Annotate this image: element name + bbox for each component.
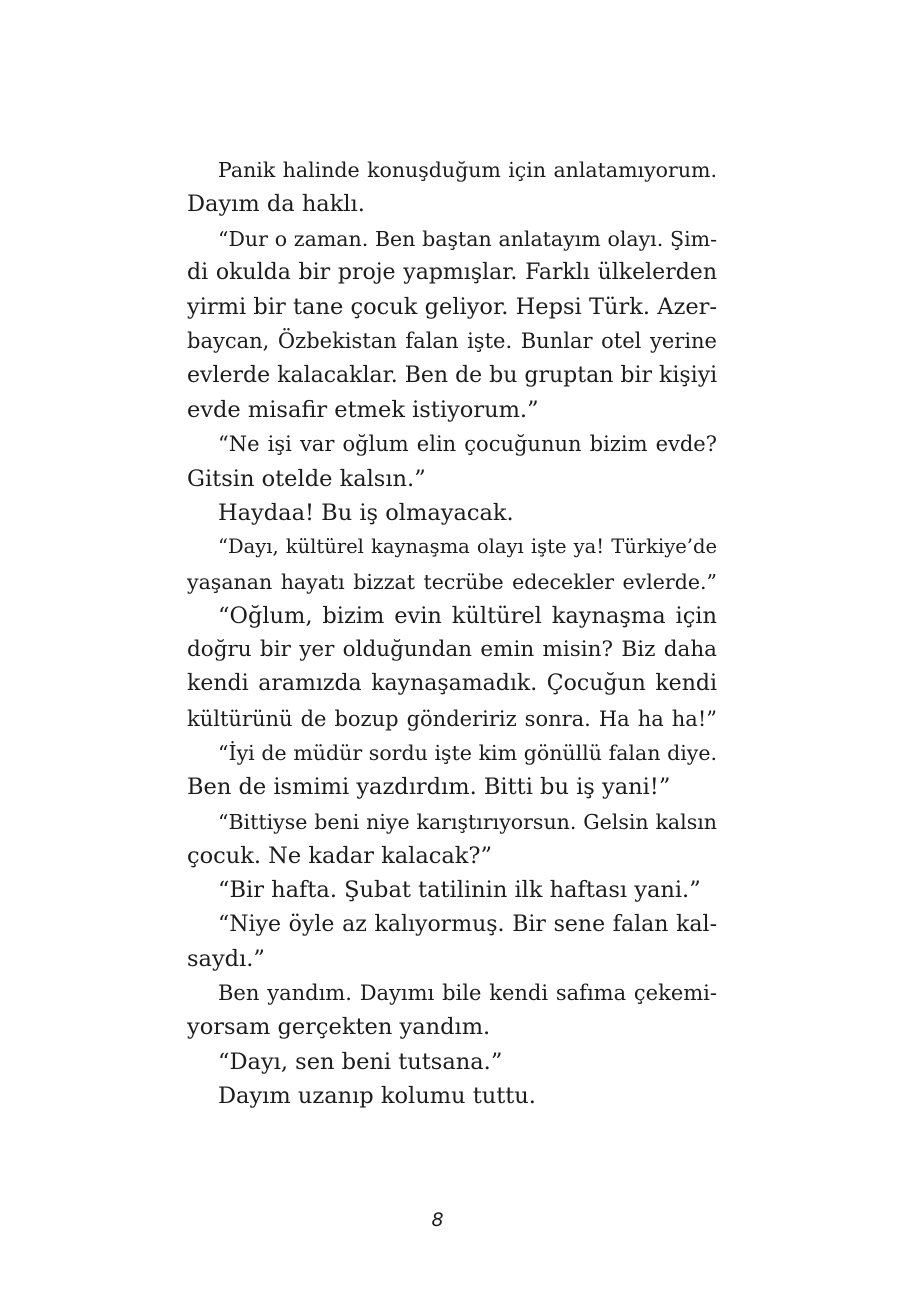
text-line: Haydaa! Bu iş olmayacak. [218, 499, 514, 526]
text-line: yorsam gerçekten yandım. [187, 1014, 491, 1041]
text-line: Ben yandım. Dayımı bile kendi safıma çekemi- [218, 981, 717, 1006]
text-line: “İyi de müdür sordu işte kim gönüllü falan diye. [218, 741, 717, 766]
text-line: yaşanan hayatı bizzat tecrübe edecekler evlerde.” [187, 569, 717, 594]
text-line: “Bittiyse beni niye karıştırıyorsun. Gelsin kalsın [218, 809, 717, 834]
text-line: Dayım uzanıp kolumu tuttu. [218, 1083, 536, 1110]
page-number: 8 [431, 1209, 444, 1231]
text-line: kendi aramızda kaynaşamadık. Çocuğun kendi [187, 671, 717, 697]
text-line: çocuk. Ne kadar kalacak?” [187, 842, 492, 869]
text-line: evde misafir etmek istiyorum.” [187, 397, 539, 424]
text-line: Panik halinde konuşduğum için anlatamıyorum. [218, 158, 717, 182]
text-line: “Oğlum, bizim evin kültürel kaynaşma için [218, 602, 717, 629]
text-line: “Niye öyle az kalıyormuş. Bir sene falan kal- [218, 911, 717, 937]
text-line: Dayım da haklı. [187, 191, 365, 218]
text-line: “Dayı, sen beni tutsana.” [218, 1048, 503, 1075]
body-text [187, 153, 717, 1113]
text-line: “Dayı, kültürel kaynaşma olayı işte ya! Türkiye’de [218, 535, 717, 559]
text-line: Gitsin otelde kalsın.” [187, 465, 426, 492]
text-line: “Ne işi var oğlum elin çocuğunun bizim evde? [218, 432, 717, 457]
text-line: baycan, Özbekistan falan işte. Bunlar otel yerine [187, 329, 717, 354]
text-line: evlerde kalacaklar. Ben de bu gruptan bir kişiyi [187, 362, 718, 388]
text-line: yirmi bir tane çocuk geliyor. Hepsi Türk. Azer- [187, 294, 717, 321]
text-line: doğru bir yer olduğundan emin misin? Biz daha [187, 637, 717, 663]
text-line: saydı.” [187, 945, 265, 972]
text-line: di okulda bir proje yapmışlar. Farklı ülkelerden [187, 259, 717, 285]
text-line: “Bir hafta. Şubat tatilinin ilk haftası yani.” [218, 877, 701, 904]
text-line: Ben de ismimi yazdırdım. Bitti bu iş yani!” [187, 774, 671, 801]
text-line: kültürünü de bozup göndeririz sonra. Ha ha ha!” [187, 706, 717, 731]
text-line: “Dur o zaman. Ben baştan anlatayım olayı. Şim- [218, 226, 717, 251]
